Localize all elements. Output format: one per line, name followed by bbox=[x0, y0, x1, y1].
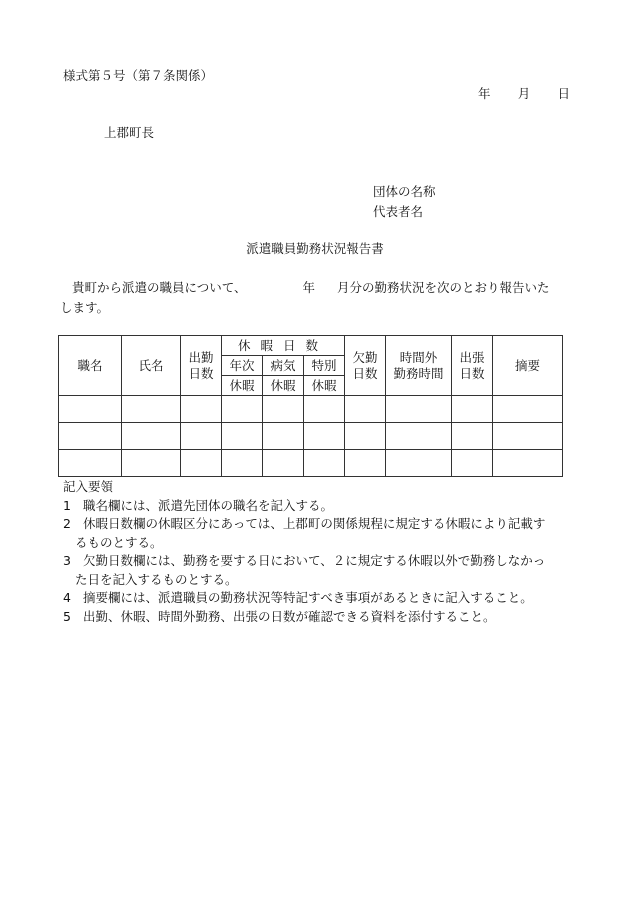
header-sick-leave-2: 休暇 bbox=[263, 376, 304, 396]
body-text bbox=[60, 278, 572, 318]
header-business-trip-days: 出張 日数 bbox=[452, 336, 493, 396]
organization-name-label: 団体の名称 bbox=[373, 184, 436, 199]
instruction-item: 3 欠勤日数欄には、勤務を要する日において、２に規定する休暇以外で勤務しなかっ bbox=[63, 553, 546, 568]
instruction-item-continuation: た日を記入するものとする。 bbox=[75, 571, 238, 587]
header-annual-leave-2: 休暇 bbox=[222, 376, 263, 396]
header-special-leave-2: 休暇 bbox=[304, 376, 345, 396]
table-row bbox=[59, 396, 563, 423]
instruction-item: 2 休暇日数欄の休暇区分にあっては、上郡町の関係規程に規定する休暇により記載す bbox=[63, 516, 546, 531]
header-leave-days: 休暇日数 bbox=[222, 336, 345, 356]
date-day-label: 日 bbox=[557, 86, 570, 101]
header-attendance-days: 出勤 日数 bbox=[181, 336, 222, 396]
document-title: 派遣職員勤務状況報告書 bbox=[246, 241, 384, 256]
instructions-heading: 記入要領 bbox=[63, 479, 114, 494]
instruction-item: 1 職名欄には、派遣先団体の職名を記入する。 bbox=[63, 497, 334, 513]
instruction-item-continuation: るものとする。 bbox=[75, 534, 163, 550]
work-status-table bbox=[58, 335, 563, 477]
date-month-label: 月 bbox=[517, 86, 531, 101]
body-part3: 月分の勤務状況を次のとおり報告いた bbox=[337, 280, 550, 295]
header-name: 氏名 bbox=[122, 336, 181, 396]
table-row bbox=[59, 450, 563, 477]
header-sick-leave: 病気 bbox=[263, 356, 304, 376]
header-absence-days: 欠勤 日数 bbox=[345, 336, 386, 396]
representative-label: 代表者名 bbox=[373, 204, 424, 219]
table-header-row bbox=[59, 336, 563, 356]
body-part2: 年 bbox=[302, 280, 316, 295]
form-number: 様式第５号（第７条関係） bbox=[63, 68, 214, 83]
instruction-item: 4 摘要欄には、派遣職員の勤務状況等特記すべき事項があるときに記入すること。 bbox=[63, 590, 533, 605]
date-year-label: 年 bbox=[478, 86, 491, 101]
date-line bbox=[478, 84, 570, 102]
instruction-item: 5 出勤、休暇、時間外勤務、出張の日数が確認できる資料を添付すること。 bbox=[63, 608, 496, 624]
header-overtime-hours: 時間外 勤務時間 bbox=[386, 336, 452, 396]
body-part1: 貴町から派遣の職員について、 bbox=[72, 280, 247, 295]
header-remarks: 摘要 bbox=[493, 336, 563, 396]
table-row bbox=[59, 423, 563, 450]
header-annual-leave: 年次 bbox=[222, 356, 263, 376]
header-special-leave: 特別 bbox=[304, 356, 345, 376]
header-position: 職名 bbox=[59, 336, 122, 396]
addressee: 上郡町長 bbox=[104, 125, 155, 140]
body-part4: します。 bbox=[60, 300, 110, 315]
instructions bbox=[63, 478, 583, 626]
